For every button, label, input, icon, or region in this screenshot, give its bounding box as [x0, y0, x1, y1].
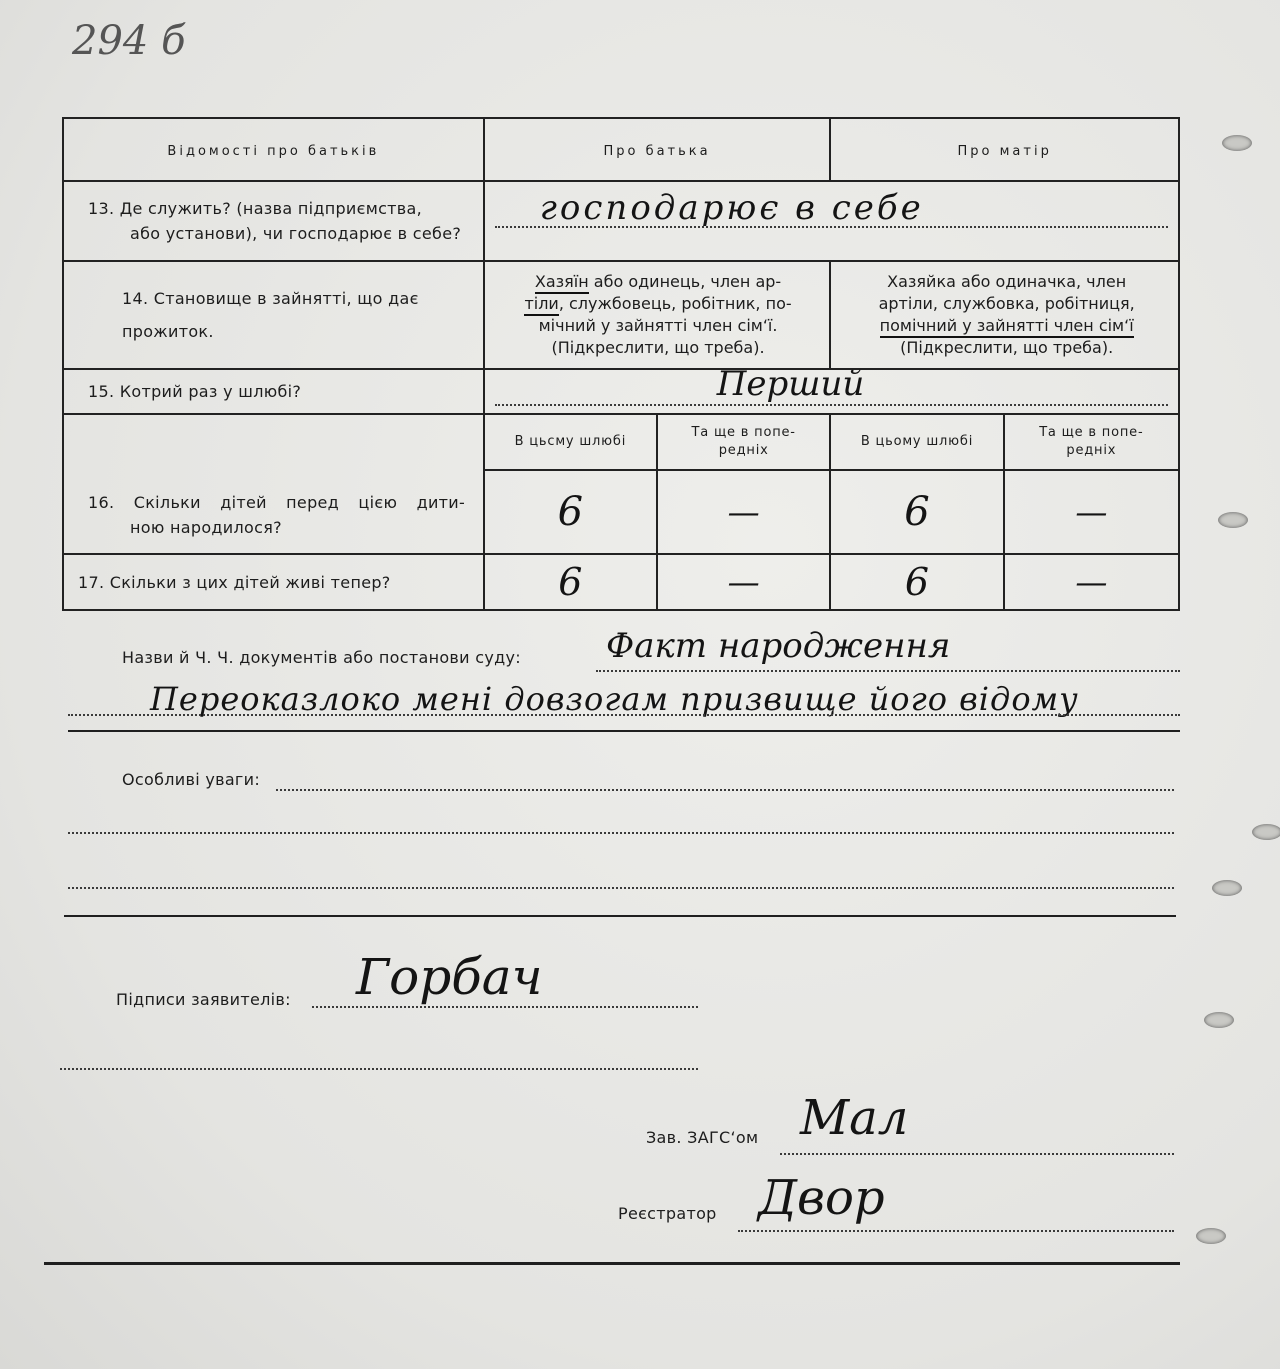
parents-info-table	[62, 117, 1180, 611]
q17-mother-this-value: 6	[904, 560, 930, 604]
header-parents-info: Відомості про батьків	[167, 144, 380, 159]
sub-father-this-marriage: В цьсму шлюбі	[514, 434, 627, 449]
mother-option-family-helper: помічний у зайнятті член сім‘ї	[880, 316, 1134, 338]
bottom-rule	[44, 1262, 1180, 1265]
q17-father-this-value: 6	[558, 560, 583, 604]
punch-hole	[1196, 1228, 1226, 1244]
registrar-dotted-line	[738, 1230, 1174, 1232]
q14-father-options: Хазяїн або одинець, член ар- тіли, службовець, робітник, по- мічний у зайнятті член сім‘ї. (Підкреслити, що треба).	[524, 272, 792, 357]
q15-answer: Перший	[716, 364, 865, 404]
q16-label-line1: 16. Скільки дітей перед цією дити-	[88, 493, 466, 512]
documents-divider	[68, 730, 1180, 732]
father-option-owner: Хазяїн	[535, 272, 589, 294]
notes-dotted-line1	[276, 789, 1174, 791]
father-option-artel: тіли	[524, 294, 558, 316]
q16-label-line2: ною народилося?	[130, 518, 282, 537]
documents-label: Назви й Ч. Ч. документів або постанови суду:	[122, 648, 521, 667]
q14-mother-options: Хазяйка або одиначка, член артіли, службовка, робітниця, помічний у зайнятті член сім‘ї (Підкреслити, що треба).	[878, 272, 1135, 357]
sub-father-previous: Та ще в попе- редніх	[691, 425, 796, 458]
notes-label: Особливі уваги:	[122, 770, 261, 789]
q16-father-this-value: 6	[557, 489, 584, 535]
documents-line1-value: Факт народження	[606, 626, 951, 666]
q13-dotted-line	[495, 226, 1168, 228]
q16-father-previous-value: —	[727, 493, 760, 531]
applicants-dotted-line1	[312, 1006, 698, 1008]
q15-dotted-line	[495, 404, 1168, 406]
header-father: Про батька	[603, 144, 711, 159]
punch-hole	[1222, 135, 1252, 151]
q16-mother-this-value: 6	[904, 489, 930, 535]
sub-mother-previous: Та ще в попе- редніх	[1039, 425, 1144, 458]
q13-label-line1: 13. Де служить? (назва підприємства,	[88, 199, 423, 218]
punch-hole	[1252, 824, 1280, 840]
header-mother: Про матір	[957, 144, 1052, 159]
documents-dotted-line2	[68, 714, 1180, 716]
applicants-signature-label: Підписи заявителів:	[116, 990, 291, 1009]
applicants-signature: Горбач	[356, 948, 543, 1006]
punch-hole	[1212, 880, 1242, 896]
q13-label-line2: або установи), чи господарює в себе?	[130, 224, 462, 243]
documents-line2-value: Переоказлоко мені довзогам призвище його відому	[150, 680, 1079, 718]
head-registry-dotted-line	[780, 1153, 1174, 1155]
q13-answer: господарює в себе	[539, 188, 924, 228]
sub-mother-this-marriage: В цьому шлюбі	[860, 434, 974, 449]
applicants-dotted-line2	[60, 1068, 698, 1070]
notes-divider	[64, 915, 1176, 917]
punch-hole	[1218, 512, 1248, 528]
registrar-label: Реєстратор	[618, 1204, 717, 1223]
registrar-signature: Двор	[758, 1170, 885, 1226]
q14-label-line1: 14. Становище в зайнятті, що дає	[122, 289, 419, 308]
head-registry-label: Зав. ЗАГС‘ом	[646, 1128, 759, 1147]
q17-mother-previous-value: —	[1075, 563, 1108, 601]
q17-label: 17. Скільки з цих дітей живі тепер?	[78, 572, 391, 592]
notes-dotted-line2	[68, 832, 1174, 834]
head-registry-signature: Мал	[800, 1090, 909, 1146]
punch-hole	[1204, 1012, 1234, 1028]
q16-mother-previous-value: —	[1075, 493, 1108, 531]
notes-dotted-line3	[68, 887, 1174, 889]
q14-label-line2: прожиток.	[122, 322, 214, 341]
archive-number: 294 б	[72, 18, 186, 64]
q15-label: 15. Котрий раз у шлюбі?	[88, 382, 302, 401]
q17-father-previous-value: —	[727, 563, 760, 601]
documents-dotted-line1	[596, 670, 1180, 672]
